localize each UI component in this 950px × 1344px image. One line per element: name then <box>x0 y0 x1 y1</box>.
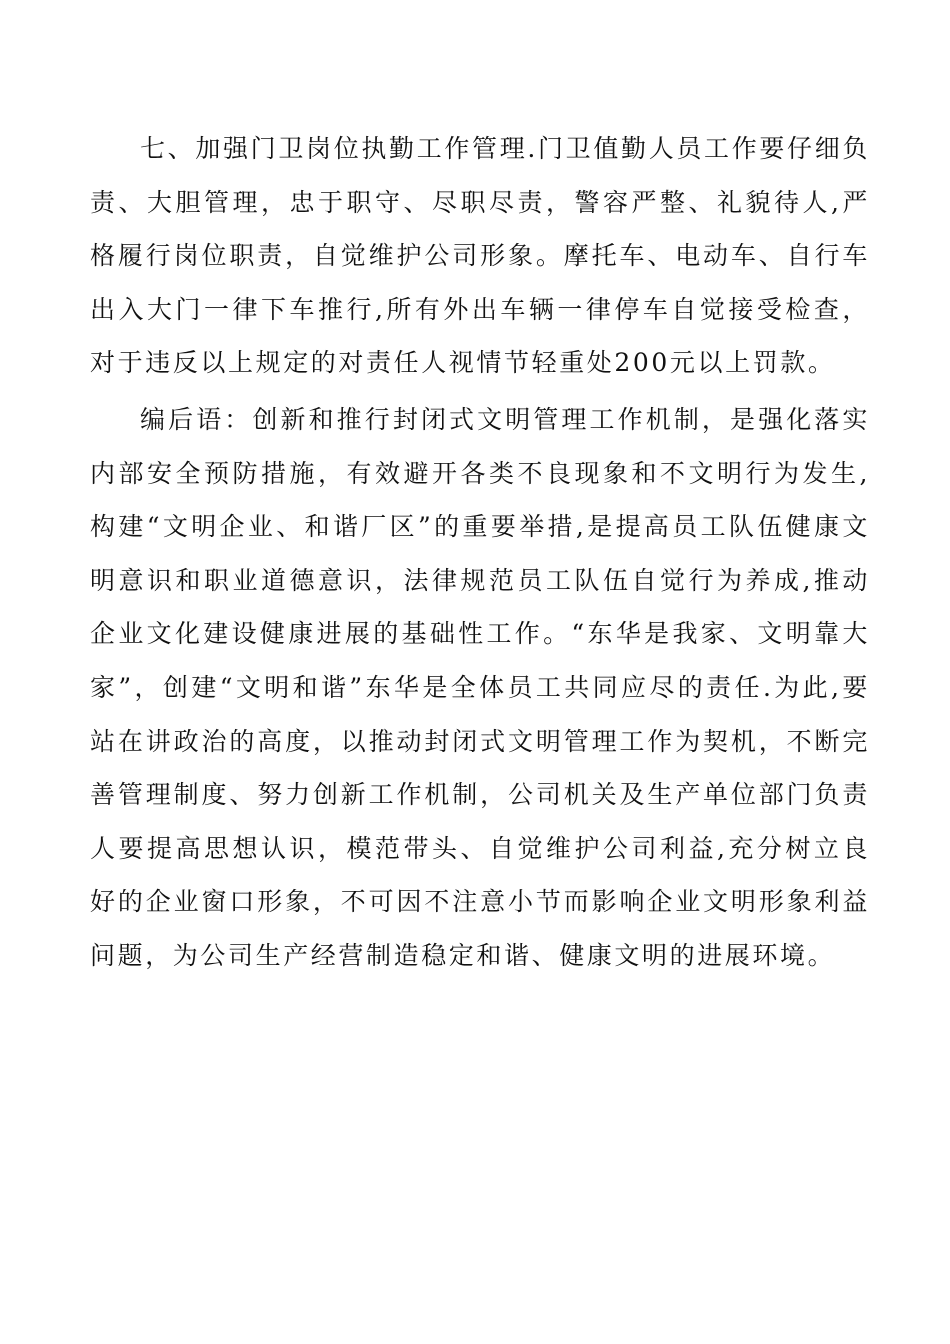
paragraph-editor-note: 编后语：创新和推行封闭式文明管理工作机制，是强化落实内部安全预防措施，有效避开各类不良现象和不文明行为发生,构建“文明企业、和谐厂区”的重要举措,是提高员工队伍健康文明意识和职业道德意识，法律规范员工队伍自觉行为养成,推动企业文化建设健康进展的基础性工作。“东华是我家、文明靠大家”，创建“文明和谐”东华是全体员工共同应尽的责任.为此,要站在讲政治的高度，以推动封闭式文明管理工作为契机，不断完善管理制度、努力创新工作机制，公司机关及生产单位部门负责人要提高思想认识，模范带头、自觉维护公司利益,充分树立良好的企业窗口形象，不可因不注意小节而影响企业文明形象利益问题，为公司生产经营制造稳定和谐、健康文明的进展环境。 <box>90 405 870 970</box>
paragraph-gate-guard-management: 七、加强门卫岗位执勤工作管理.门卫值勤人员工作要仔细负责、大胆管理，忠于职守、尽职尽责，警容严整、礼貌待人,严格履行岗位职责，自觉维护公司形象。摩托车、电动车、自行车出入大门一律下车推行,所有外出车辆一律停车自觉接受检查，对于违反以上规定的对责任人视情节轻重处200元以上罚款。 <box>90 134 870 378</box>
